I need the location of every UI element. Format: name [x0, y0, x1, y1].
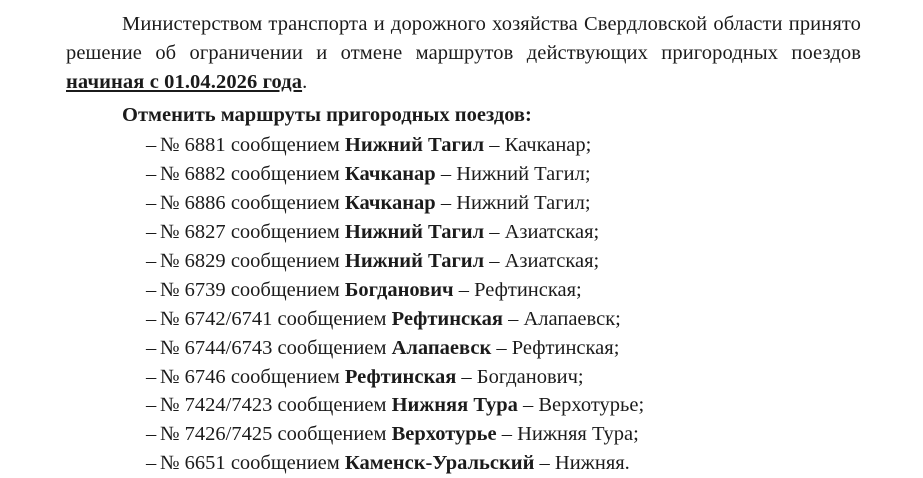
cancelled-routes-list — [66, 131, 861, 478]
list-dash: – — [146, 452, 157, 475]
route-word: сообщением — [230, 163, 340, 186]
route-word: сообщением — [277, 307, 387, 330]
route-destination: – Качканар; — [484, 134, 592, 157]
route-word: сообщением — [230, 192, 340, 215]
route-origin: Рефтинская — [344, 365, 457, 388]
list-dash: – — [146, 250, 157, 272]
list-item — [66, 420, 861, 449]
route-origin: Рефтинская — [391, 307, 503, 330]
list-item — [66, 363, 861, 392]
route-origin: Нижняя Тура — [391, 394, 518, 417]
train-number: № 6886 — [160, 192, 226, 215]
list-item — [66, 247, 861, 276]
train-number: № 6882 — [160, 163, 226, 186]
list-item — [66, 334, 861, 363]
route-origin: Каменск-Уральский — [344, 452, 535, 475]
route-destination: – Нижняя Тура; — [496, 423, 639, 446]
route-destination: – Нижний Тагил; — [435, 163, 591, 186]
train-number: № 6742/6741 — [160, 307, 273, 330]
train-number: № 6827 — [160, 221, 226, 244]
list-dash: – — [146, 365, 157, 388]
route-origin: Алапаевск — [391, 336, 492, 359]
route-destination: – Азиатская; — [484, 250, 600, 272]
intro-text-part1: Министерством транспорта и дорожного хозяйства Свердловской области принято решение об ограничении и отмене маршрутов действующих пригородных поездов — [66, 13, 861, 65]
route-word: сообщением — [230, 250, 340, 272]
route-origin: Качканар — [344, 192, 436, 215]
route-origin: Нижний Тагил — [344, 221, 485, 244]
route-word: сообщением — [230, 365, 340, 388]
route-word: сообщением — [230, 452, 340, 475]
route-word: сообщением — [230, 278, 340, 301]
intro-paragraph — [66, 10, 861, 97]
route-origin: Нижний Тагил — [344, 250, 485, 272]
train-number: № 7424/7423 — [160, 394, 273, 417]
route-destination: – Верхотурье; — [517, 394, 645, 417]
list-dash: – — [146, 192, 157, 215]
route-destination: – Богданович; — [456, 365, 584, 388]
list-dash: – — [146, 336, 157, 359]
list-item — [66, 189, 861, 218]
section-subtitle: Отменить маршруты пригородных поездов: — [122, 104, 532, 127]
list-item — [66, 131, 861, 160]
list-dash: – — [146, 307, 157, 330]
list-item — [66, 449, 861, 478]
list-dash: – — [146, 221, 157, 244]
train-number: № 6746 — [160, 365, 226, 388]
route-destination: – Нижняя. — [534, 452, 630, 475]
route-origin: Богданович — [344, 278, 454, 301]
intro-text-part2: . — [302, 71, 308, 94]
train-number: № 7426/7425 — [160, 423, 273, 446]
list-dash: – — [146, 163, 157, 186]
list-dash: – — [146, 278, 157, 301]
train-number: № 6881 — [160, 134, 226, 157]
list-item — [66, 305, 861, 334]
intro-emphasis-date: начиная с 01.04.2026 года — [66, 71, 303, 94]
route-origin: Верхотурье — [391, 423, 497, 446]
route-word: сообщением — [230, 221, 340, 244]
train-number: № 6739 — [160, 278, 226, 301]
route-destination: – Нижний Тагил; — [435, 192, 591, 215]
route-origin: Качканар — [344, 163, 436, 186]
list-dash: – — [146, 134, 157, 157]
route-word: сообщением — [230, 134, 340, 157]
list-item — [66, 391, 861, 420]
route-word: сообщением — [277, 336, 387, 359]
list-item — [66, 276, 861, 305]
route-destination: – Рефтинская; — [453, 278, 582, 301]
route-word: сообщением — [277, 394, 387, 417]
list-item — [66, 218, 861, 247]
train-number: № 6829 — [160, 250, 226, 272]
route-word: сообщением — [277, 423, 387, 446]
route-destination: – Азиатская; — [484, 221, 600, 244]
train-number: № 6744/6743 — [160, 336, 273, 359]
list-dash: – — [146, 394, 157, 417]
list-dash: – — [146, 423, 157, 446]
list-item — [66, 160, 861, 189]
route-origin: Нижний Тагил — [344, 134, 485, 157]
route-destination: – Алапаевск; — [503, 307, 621, 330]
train-number: № 6651 — [160, 452, 226, 475]
route-destination: – Рефтинская; — [491, 336, 620, 359]
